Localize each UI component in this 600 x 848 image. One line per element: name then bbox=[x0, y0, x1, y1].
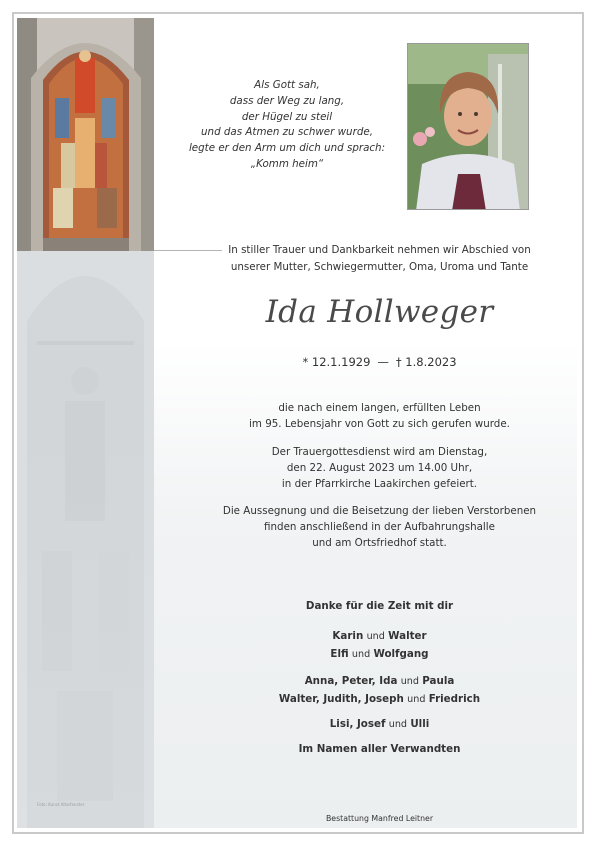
service-line: Der Trauergottesdienst wird am Dienstag, bbox=[271, 446, 488, 458]
family-group-grandchildren bbox=[177, 673, 577, 708]
thanks-line: Danke für die Zeit mit dir bbox=[305, 600, 454, 612]
poem-line: dass der Weg zu lang, bbox=[229, 94, 345, 107]
family-line bbox=[177, 691, 577, 709]
death-date: † 1.8.2023 bbox=[395, 355, 457, 369]
left-image-column bbox=[17, 18, 154, 828]
family-name: Lisi, Josef bbox=[329, 718, 386, 730]
date-separator: — bbox=[377, 355, 389, 369]
intro-text bbox=[202, 242, 557, 275]
faded-background-image bbox=[17, 251, 154, 828]
family-group-greatgrandchildren bbox=[177, 716, 577, 734]
family-and: und bbox=[366, 631, 385, 642]
family-name: Paula bbox=[422, 675, 455, 687]
family-line bbox=[177, 646, 577, 664]
poem-line: „Komm heim“ bbox=[250, 157, 324, 170]
intro-line: In stiller Trauer und Dankbarkeit nehmen wir Abschied von bbox=[228, 244, 531, 256]
church-window-photo bbox=[17, 18, 154, 251]
burial-text bbox=[177, 503, 577, 551]
family-name: Ulli bbox=[410, 718, 430, 730]
funeral-home: Bestattung Manfred Leitner bbox=[325, 814, 434, 823]
burial-line: und am Ortsfriedhof statt. bbox=[312, 537, 447, 549]
burial-line: finden anschließend in der Aufbahrungshalle bbox=[264, 521, 495, 533]
family-name: Im Namen aller Verwandten bbox=[298, 743, 461, 755]
life-line: im 95. Lebensjahr von Gott zu sich gerufen wurde. bbox=[249, 418, 510, 430]
life-line: die nach einem langen, erfüllten Leben bbox=[278, 402, 481, 414]
family-line bbox=[177, 673, 577, 691]
family-name: Walter bbox=[388, 630, 427, 642]
family-and: und bbox=[407, 693, 426, 705]
family-group-children-1 bbox=[177, 628, 577, 663]
birth-date: * 12.1.1929 bbox=[302, 355, 371, 369]
family-name: Friedrich bbox=[428, 692, 481, 705]
family-name: Walter, Judith, Joseph bbox=[278, 692, 404, 705]
service-line: den 22. August 2023 um 14.00 Uhr, bbox=[286, 462, 473, 474]
family-and: und bbox=[400, 676, 419, 687]
photo-credit: Foto: Kunst Altarfenster bbox=[37, 802, 85, 807]
poem bbox=[167, 78, 407, 173]
intro-line: unserer Mutter, Schwiegermutter, Oma, Uroma und Tante bbox=[230, 260, 529, 273]
family-line bbox=[177, 628, 577, 646]
deceased-name: Ida Hollweger bbox=[265, 294, 494, 330]
poem-line: und das Atmen zu schwer wurde, bbox=[201, 126, 373, 139]
life-text bbox=[177, 400, 577, 432]
family-and: und bbox=[351, 648, 371, 660]
burial-line: Die Aussegnung und die Beisetzung der lieben Verstorbenen bbox=[222, 505, 537, 517]
family-name: Karin bbox=[332, 630, 364, 642]
poem-line: der Hügel zu steil bbox=[241, 110, 333, 123]
portrait-illustration bbox=[408, 44, 529, 210]
life-dates bbox=[177, 355, 577, 369]
obituary-card bbox=[17, 18, 577, 828]
family-line bbox=[177, 741, 577, 758]
family-name: Anna, Peter, Ida bbox=[304, 675, 398, 687]
family-and: und bbox=[388, 719, 408, 730]
family-group-relatives bbox=[177, 741, 577, 758]
service-line: in der Pfarrkirche Laakirchen gefeiert. bbox=[281, 478, 478, 490]
service-text bbox=[177, 444, 577, 492]
family-line bbox=[177, 716, 577, 734]
portrait-photo bbox=[407, 43, 529, 210]
family-name: Wolfgang bbox=[373, 647, 429, 660]
family-name: Elfi bbox=[330, 647, 349, 660]
poem-line: legte er den Arm um dich und sprach: bbox=[188, 142, 386, 155]
poem-line: Als Gott sah, bbox=[254, 79, 320, 91]
